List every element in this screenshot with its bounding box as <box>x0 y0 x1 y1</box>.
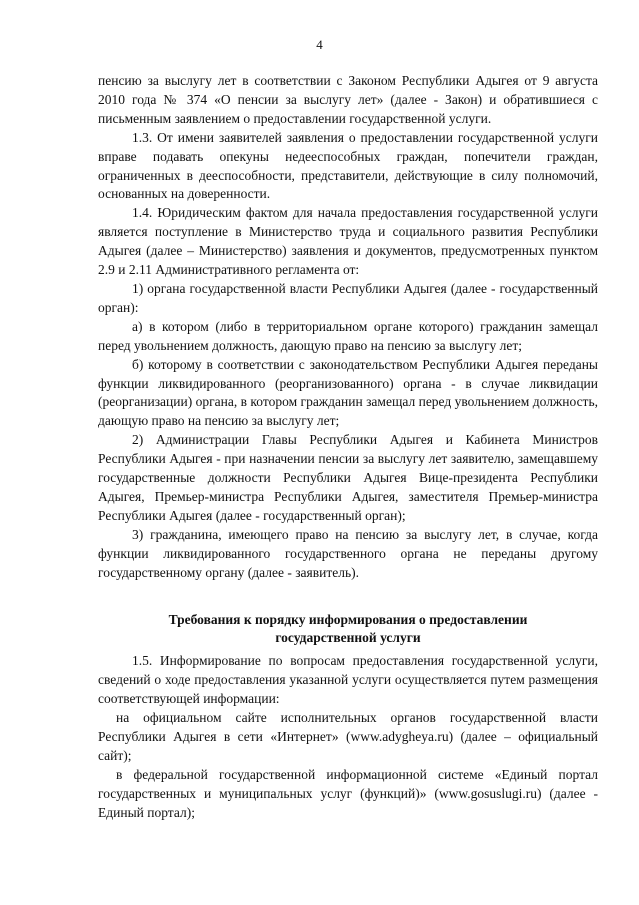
paragraph-1-4: 1.4. Юридическим фактом для начала предоставления государственной услуги является поступление в Министерство труда и социального развития Республики Адыгея (далее – Министерство) заявления и документов, предусмотренных пунктом 2.9 и 2.11 Административного регламента от: <box>98 205 598 278</box>
paragraph-item-a: а) в котором (либо в территориальном органе которого) гражданин замещал перед увольнением должность, дающую право на пенсию за выслугу лет; <box>98 318 598 353</box>
paragraph-pension-law: пенсию за выслугу лет в соответствии с Законом Республики Адыгея от 9 августа 2010 года № 374 «О пенсии за выслугу лет» (далее - Закон) и обратившиеся с письменным заявлением о предоставлении государственной услуги. <box>98 73 598 126</box>
page-number: 4 <box>316 37 323 52</box>
paragraph-item-2: 2) Администрации Главы Республики Адыгея и Кабинета Министров Республики Адыгея - при назначении пенсии за выслугу лет заявителю, замещавшему государственные должности Республики Адыгея Вице-президента Республики Адыгея, Премьер-министра Республики Адыгея, заместителя Премьер-министра Республики Адыгея (далее - государственный орган); <box>98 432 598 523</box>
section-heading-line-1: Требования к порядку информирования о предоставлении <box>168 612 528 628</box>
document-body <box>98 72 598 823</box>
paragraph-official-site: на официальном сайте исполнительных органов государственной власти Республики Адыгея в сети «Интернет» (www.adygheya.ru) (далее – официальный сайт); <box>98 710 598 763</box>
paragraph-unified-portal: в федеральной государственной информационной системе «Единый портал государственных и муниципальных услуг (функций)» (www.gosuslugi.ru) (далее - Единый портал); <box>98 766 598 820</box>
paragraph-item-3: 3) гражданина, имеющего право на пенсию за выслугу лет, в случае, когда функции ликвидированного государственного органа не переданы другому государственному органу (далее - заявитель). <box>98 526 598 580</box>
paragraph-item-b: б) которому в соответствии с законодательством Республики Адыгея переданы функции ликвидированного (реорганизованного) органа - в случае ликвидации (реорганизации) органа, в котором гражданин замещал перед увольнением должность, дающую право на пенсию за выслугу лет; <box>98 356 598 429</box>
section-heading-line-2: государственной услуги <box>275 629 421 645</box>
paragraph-1-3: 1.3. От имени заявителей заявления о предоставлении государственной услуги вправе подавать опекуны недееспособных граждан, попечители граждан, ограниченных в дееспособности, представители, действующие в силу полномочий, основанных на доверенности. <box>98 129 598 202</box>
section-heading <box>98 611 598 646</box>
paragraph-1-5: 1.5. Информирование по вопросам предоставления государственной услуги, сведений о ходе предоставления указанной услуги осуществляется путем размещения соответствующей информации: <box>98 653 598 707</box>
paragraph-item-1: 1) органа государственной власти Республики Адыгея (далее - государственный орган): <box>98 280 598 315</box>
